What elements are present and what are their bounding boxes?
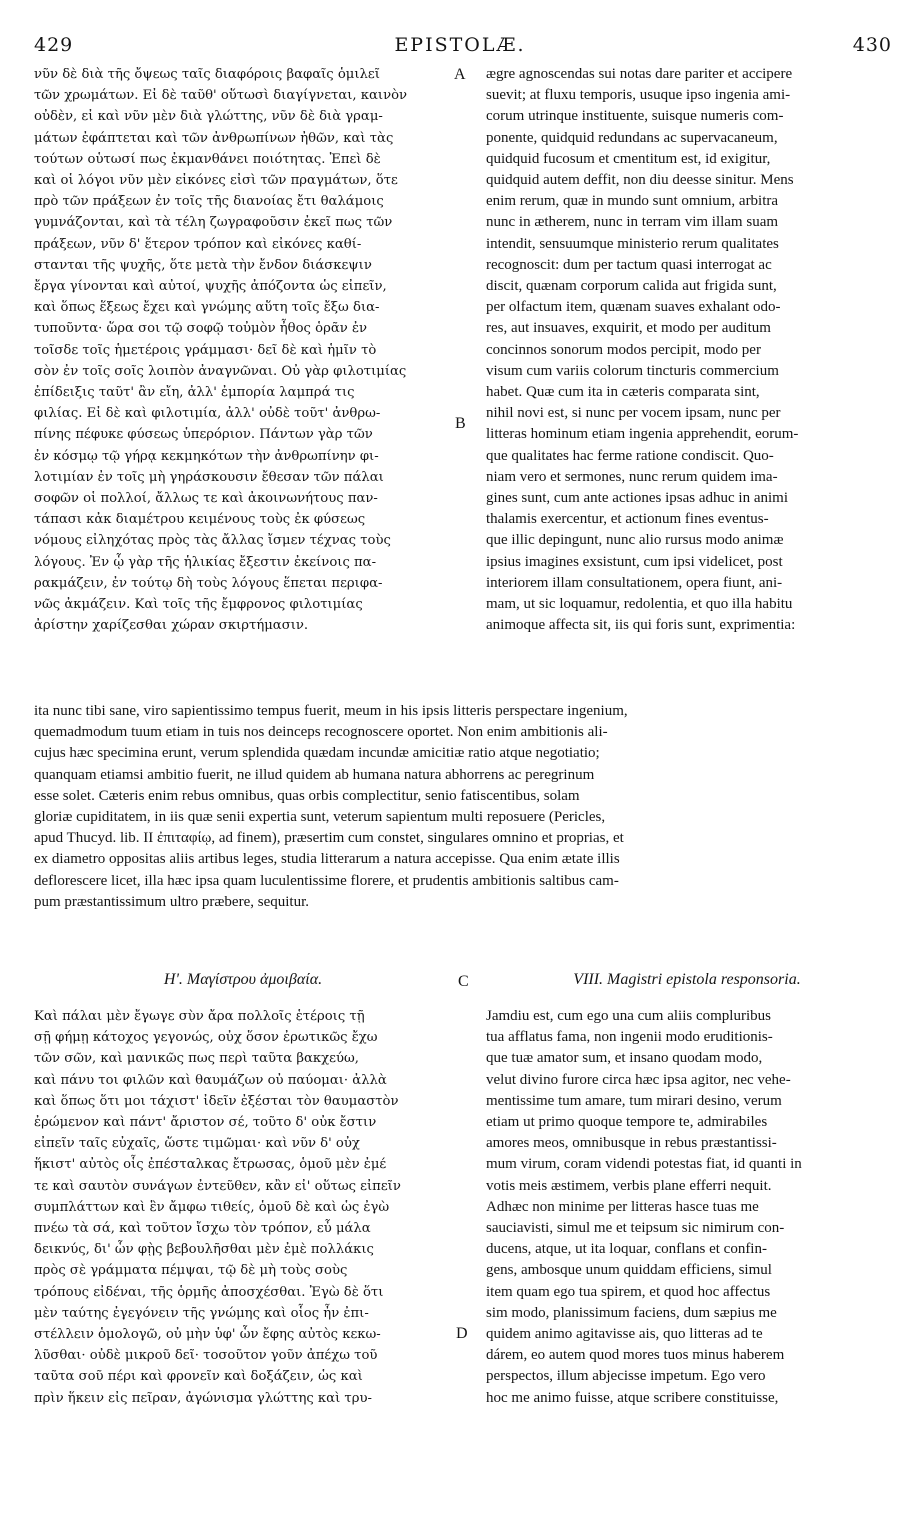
text-line: recognoscit: dum per tactum quasi interrogat ac [486,256,772,273]
text-line: Adhæc non minime per litteras hasce tuas me [486,1198,759,1215]
text-line: νῶς ἀκμάζειν. Καὶ τοῖς τῆς ἔμφρονος φιλοτιμίας [34,597,363,613]
text-line: γυμνάζονται, καὶ τὰ τέλη ζωγραφοῦσιν ἐκεῖ πως τῶν [34,215,393,231]
text-line: ægre agnoscendas sui notas dare pariter et accipere [486,66,793,82]
text-line: res, aut insuaves, exquirit, et modo per auditum [486,320,771,337]
text-line: niam vero et sermones, nunc rerum quidem ima- [486,468,778,485]
text-line: nihil novi est, si nunc per vocem ipsam, nunc per [486,405,781,422]
text-line: δεικνύς, δι' ὧν φῂς βεβουλῆσθαι μὲν ἐμὲ πολλάκις [34,1242,374,1258]
text-line: mentissime tum amare, tum mirari desino, verum [486,1092,782,1109]
text-line: sim modo, planissimum faciens, dum sæpius me [486,1304,777,1321]
text-line: enim rerum, quæ in mundo sunt omnium, arbitra [486,193,779,210]
margin-marker-b: B [455,415,466,432]
text-line: que tuæ amator sum, et insano quodam modo, [486,1050,763,1067]
greek-column-top [34,64,454,636]
text-line: ita nunc tibi sane, viro sapientissimo tempus fuerit, meum in his ipsis litteris perspectare ingenium, [34,703,628,719]
running-title: EPISTOLÆ. [394,34,526,56]
margin-marker-c: C [458,973,469,990]
text-line: πρὶν ἥκειν εἰς πεῖραν, ἀγώνισμα γλώττης καὶ τρυ- [34,1390,372,1406]
text-line: σὸν ἐν τοῖς σοῖς λοιπὸν ἀναγνῶναι. Οὐ γὰρ φιλοτιμίας [34,363,407,379]
text-line: tua afflatus fama, non ingenii modo eruditionis- [486,1029,773,1046]
text-line: intendit, sensuumque ministerio rerum qualitates [486,235,779,252]
text-line: τῶν χρωμάτων. Εἰ δὲ ταῦθ' οὕτωσὶ διαγίγνεται, καινὸν [34,88,408,104]
text-line: quidquid fucosum et cmentitum est, id exigitur, [486,150,771,167]
greek-section-heading: Η'. Μαγίστρου ἀμοιβαία. [163,971,323,988]
text-line: οὐδὲν, εἰ καὶ νῦν μὲν διὰ γλώττης, νῦν δὲ διὰ γραμ- [34,109,383,125]
text-line: λῦσθαι· οὐδὲ μικροῦ δεῖ· τοσοῦτον γοῦν ἀπέχω τοῦ [34,1348,378,1364]
text-line: τυποῦντα· ὥρα σοι τῷ σοφῷ τοὐμὸν ἦθος ὁρᾶν ἐν [34,321,368,337]
text-line: per olfactum item, quænam suaves exhalant odo- [486,299,781,316]
text-line: Καὶ πάλαι μὲν ἔγωγε σὺν ἄρα πολλοῖς ἑτέροις τῇ [34,1009,365,1024]
text-line: καὶ πάνυ τοι φιλῶν καὶ θαυμάζων οὐ παύομαι· ἀλλὰ [34,1072,387,1088]
text-line: concinnos sonorum modos percipit, modo per [486,341,761,358]
text-line: quanquam etiamsi ambitio fuerit, ne illud quidem ab humana natura abhorrens ac peregrinum [34,766,595,783]
text-line: hoc me animo fuisse, atque scribere constituisse, [486,1389,779,1406]
text-line: ἐν κόσμῳ τῷ γήρᾳ κεκμηκότων τὴν ἀνθρωπίνην φι- [34,448,379,464]
text-line: καὶ οἱ λόγοι νῦν μὲν εἰκόνες εἰσὶ τῶν πραγμάτων, ὅτε [34,173,398,189]
text-line: ducens, atque, ut ita loquar, conflans et confin- [486,1241,767,1258]
text-line: τάπασι κἀκ διαμέτρου κειμένους τοὺς ἐκ φύσεως [34,512,366,528]
text-line: εἰπεῖν ταῖς εὐχαῖς, ὥστε τιμῶμαι· καὶ νῦν δ' οὐχ [34,1136,360,1152]
text-line: litteras hominum etiam ingenia apprehendit, eorum- [486,426,799,443]
text-line: ταῦτα σοῦ πέρι καὶ φρονεῖν καὶ δοξάζειν, ὡς καὶ [34,1369,363,1385]
latin-column-bottom [486,1006,888,1409]
text-line: pum præstantissimum ultro præbere, sequitur. [34,893,309,910]
text-line: sauciavisti, simul me et teipsum sic nimirum con- [486,1220,785,1237]
text-line: πρὸς σὲ γράμματα πέμψαι, τῷ δὲ μὴ τοὺς σοὺς [34,1263,348,1279]
text-line: velut divino furore circa hæc ipsa agitor, nec vehe- [486,1071,791,1088]
text-line: πράξεων, νῦν δ' ἕτερον τρόπον καὶ εἰκόνες καθί- [34,236,362,252]
text-line: φιλίας. Εἰ δὲ καὶ φιλοτιμία, ἀλλ' οὐδὲ τοῦτ' ἀνθρω- [34,406,381,422]
text-line: ponente, quidquid redundans ac supervacaneum, [486,129,778,146]
text-line: animoque affecta sit, iis qui foris sunt, exprimentia: [486,617,796,634]
text-line: τε καὶ σαυτὸν συνάγων ἐντεῦθεν, κἂν εἰ' οὕτως εἰπεῖν [34,1178,401,1194]
text-line: καὶ ὅπως ὅτι μοι τάχιστ' ἰδεῖν ἐξέσται τὸν θαυμαστὸν [34,1093,399,1109]
text-line: perspectos, illum abjecisse impetum. Ego vero [486,1368,766,1385]
text-line: quidem animo agitavisse ais, quo litteras ad te [486,1326,763,1343]
text-line: ἀρίστην χαρίζεσθαι χώραν σκιρτήμασιν. [34,618,309,634]
left-page-number: 429 [34,34,74,56]
text-line: quemadmodum tuum etiam in tuis nos deinceps recognoscere oportet. Non enim ambitionis ali- [34,724,608,741]
text-line: νόμους εἰληχότας πρὸς τὰς ἄλλας ἴσμεν τέχνας τοὺς [34,533,391,549]
text-line: mum virum, coram videndi potestas fiat, id quanti in [486,1156,802,1173]
text-line: τοῖσδε τοῖς ἡμετέροις γράμμασι· δεῖ δὲ καὶ ἡμῖν τὸ [34,342,377,358]
text-line: gines sunt, cum ante actiones ipsas adhuc in animi [486,490,789,507]
text-line: nunc in ætherem, nunc in terram vim illam suam [486,214,779,231]
margin-marker-d: D [456,1325,468,1342]
text-line: στέλλειν ὁμολογῶ, οὐ μὴν ὑφ' ὧν ἔφης αὐτὸς κεκω- [34,1327,381,1343]
text-line: gens, ambosque unum quiddam efficiens, simul [486,1262,772,1279]
text-line: τούτων οὑτωσί πως ἐκμανθάνει ποιότητας. Ἐπεὶ δὲ [34,151,381,167]
text-line: πνέω τὰ σά, καὶ τοῦτον ἴσχω τὸν τρόπον, εὖ μάλα [34,1221,371,1237]
text-line: habet. Quæ cum ita in cæteris comparata sint, [486,384,760,401]
text-line: λόγους. Ἐν ᾧ γὰρ τῆς ἡλικίας ἔξεστιν ἐκείνοις πα- [34,554,377,570]
text-line: amores meos, omnibusque in rebus præstantissi- [486,1135,777,1152]
text-line: etiam ut primo quoque tempore te, admirabiles [486,1114,768,1131]
text-line: mam, ut sic loquamur, redolentia, et quo illa habitu [486,596,793,613]
text-line: μάτων ἐφάπτεται καὶ τῶν ἀνθρωπίνων ἠθῶν, καὶ τὰς [34,130,394,146]
text-line: τῶν σῶν, καὶ μανικῶς πως περὶ ταῦτα βακχεύω, [34,1051,359,1067]
text-line: μὲν ταύτης ἐγεγόνειν τῆς γνώμης καὶ οἷος ἦν ἐπι- [34,1305,369,1321]
latin-column-top [486,64,888,636]
text-line: que illic depingunt, nunc alio rursus modo animæ [486,532,784,549]
text-line: ἐρώμενον καὶ πάντ' ἄριστον σέ, τοῦτο δ' οὐκ ἔστιν [34,1115,377,1131]
text-line: ex diametro oppositas aliis artibus leges, studia litterarum a natura accepisse. Qua enim ætate illis [34,851,620,868]
text-line: ἐπίδειξις ταῦτ' ἂν εἴη, ἀλλ' ἐμπορία λαμπρά τις [34,385,355,401]
text-line: ἥκιστ' αὐτὸς οἷς ἐπέσταλκας ἔτρωσας, ὁμοῦ μὲν ἐμέ [34,1157,387,1173]
text-line: dárem, eo autem quod mores tuos minus haberem [486,1347,785,1364]
text-line: στανται τῆς ψυχῆς, ὅτε μετὰ τὴν ἔνδον διάσκεψιν [34,257,372,273]
text-line: interiorem illam consultationem, opera fiunt, ani- [486,574,783,591]
text-line: ρακμάζειν, ἐν τούτῳ δὴ τοὺς λόγους ἕπεται περιφα- [34,575,383,591]
text-line: quidquid autem deffit, non diu deesse sinitur. Mens [486,172,794,189]
text-line: discit, quænam corporum calida aut frigida sunt, [486,278,777,295]
latin-section-heading: VIII. Magistri epistola responsoria. [573,971,801,988]
text-line: συμπλάττων καὶ ἓν ἄμφω τιθείς, ὁμοῦ δὲ καὶ ὡς ἐγὼ [34,1199,390,1215]
text-line: corum utrinque instituente, suisque numeris com- [486,108,784,125]
greek-column-bottom [34,1006,452,1409]
text-line: Jamdiu est, cum ego una cum aliis compluribus [486,1008,771,1024]
text-line: πρὸ τῶν πράξεων ἐν τοῖς τῆς διανοίας ἔτι θαλάμοις [34,194,384,210]
text-line: καὶ ὅπως ἕξεως ἔχει καὶ γνώμης αὕτη τοῖς ἔξω δια- [34,300,380,316]
text-line: item quam ego tua spirem, et quod hoc affectus [486,1283,771,1300]
text-line: apud Thucyd. lib. II ἐπιταφίῳ, ad finem), præsertim cum constet, singulares omnino et proprias, et [34,830,624,847]
text-line: thalamis exercentur, et actionum fines eventus- [486,511,769,528]
text-line: que qualitates hac ferme ratione condiscit. Quo- [486,447,774,464]
text-line: gloriæ cupiditatem, in iis quæ senii expertia sunt, veterum sapientum multi reposuere (Pericles, [34,809,606,826]
text-line: ipsius imagines exsistunt, cum ipsi videlicet, post [486,553,783,570]
margin-marker-a: A [454,66,466,83]
text-line: νῦν δὲ διὰ τῆς ὄψεως ταῖς διαφόροις βαφαῖς ὁμιλεῖ [34,67,380,82]
latin-full-width-paragraph [34,701,890,913]
text-line: ἔργα γίνονται καὶ αὐτοί, ψυχῆς ἀπόζοντα ὡς εἰπεῖν, [34,279,387,295]
text-line: λοτιμίαν ἐν τοῖς μὴ γηράσκουσιν ἔθεσαν τῶν πάλαι [34,469,384,485]
text-line: σῇ φήμῃ κάτοχος γεγονώς, οὐχ ὅσον ἐρωτικῶς ἔχω [34,1030,378,1046]
right-page-number: 430 [852,34,892,56]
text-line: deflorescere licet, illa hæc ipsa quam luculentissime florere, et prudentis ambitionis saltibus cam- [34,872,619,889]
text-line: πίνης πέφυκε φύσεως ὑπερόριον. Πάντων γὰρ τῶν [34,427,373,443]
text-line: visum cum variis colorum tincturis commercium [486,362,779,379]
text-line: esse solet. Cæteris enim rebus omnibus, quas orbis complectitur, senio fatiscentibus, solam [34,787,580,804]
text-line: τρόπους εἰδέναι, τῆς ὁρμῆς ἀποσχέσθαι. Ἐγὼ δὲ ὅτι [34,1284,384,1300]
text-line: σοφῶν οἱ πολλοί, ἄλλως τε καὶ ἀκοινωνήτους παν- [34,491,378,507]
text-line: suevit; at fluxu temporis, usuque ipso ingenia ami- [486,87,791,104]
text-line: votis meis æstimem, verbis plane efferri nequit. [486,1177,772,1194]
text-line: cujus hæc specimina erunt, verum splendida quædam incundæ amicitiæ ratio atque negotiatio; [34,745,600,762]
